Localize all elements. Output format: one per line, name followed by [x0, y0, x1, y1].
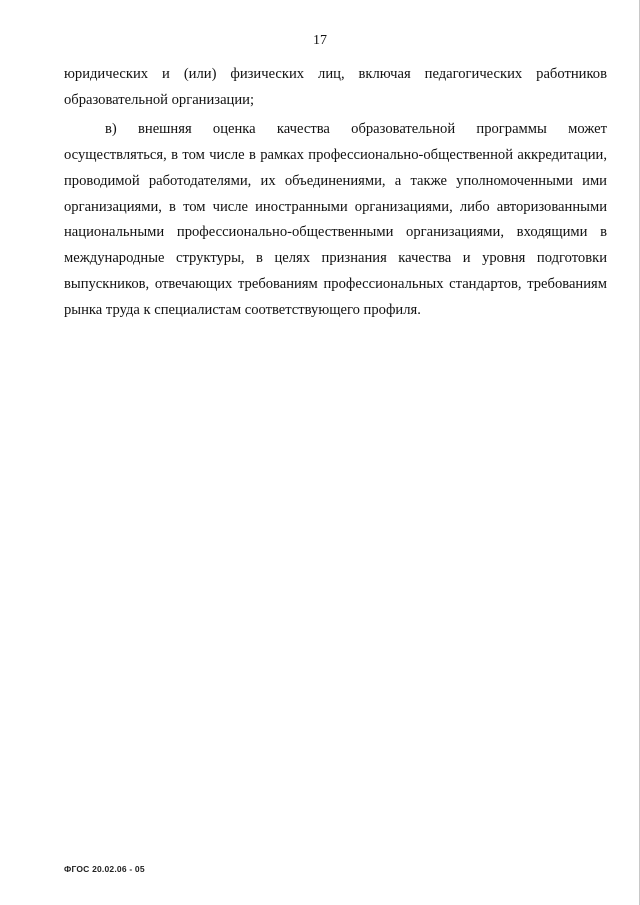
page-number: 17	[313, 33, 327, 48]
paragraph-continuation: юридических и (или) физических лиц, включая педагогических работников образовательной организации;	[64, 66, 607, 108]
document-body	[64, 62, 607, 324]
document-footer-code: ФГОС 20.02.06 - 05	[64, 864, 145, 874]
paragraph-external-assessment: в) внешняя оценка качества образовательной программы может осуществляться, в том числе в рамках профессионально-общественной аккредитации, проводимой работодателями, их объединениями, а также уполномоченными ими организациями, в том числе иностранными организациями, либо авторизованными национальными профессионально-общественными организациями, входящими в международные структуры, в целях признания качества и уровня подготовки выпускников, отвечающих требованиям профессиональных стандартов, требованиям рынка труда к специалистам соответствующего профиля.	[64, 120, 607, 319]
